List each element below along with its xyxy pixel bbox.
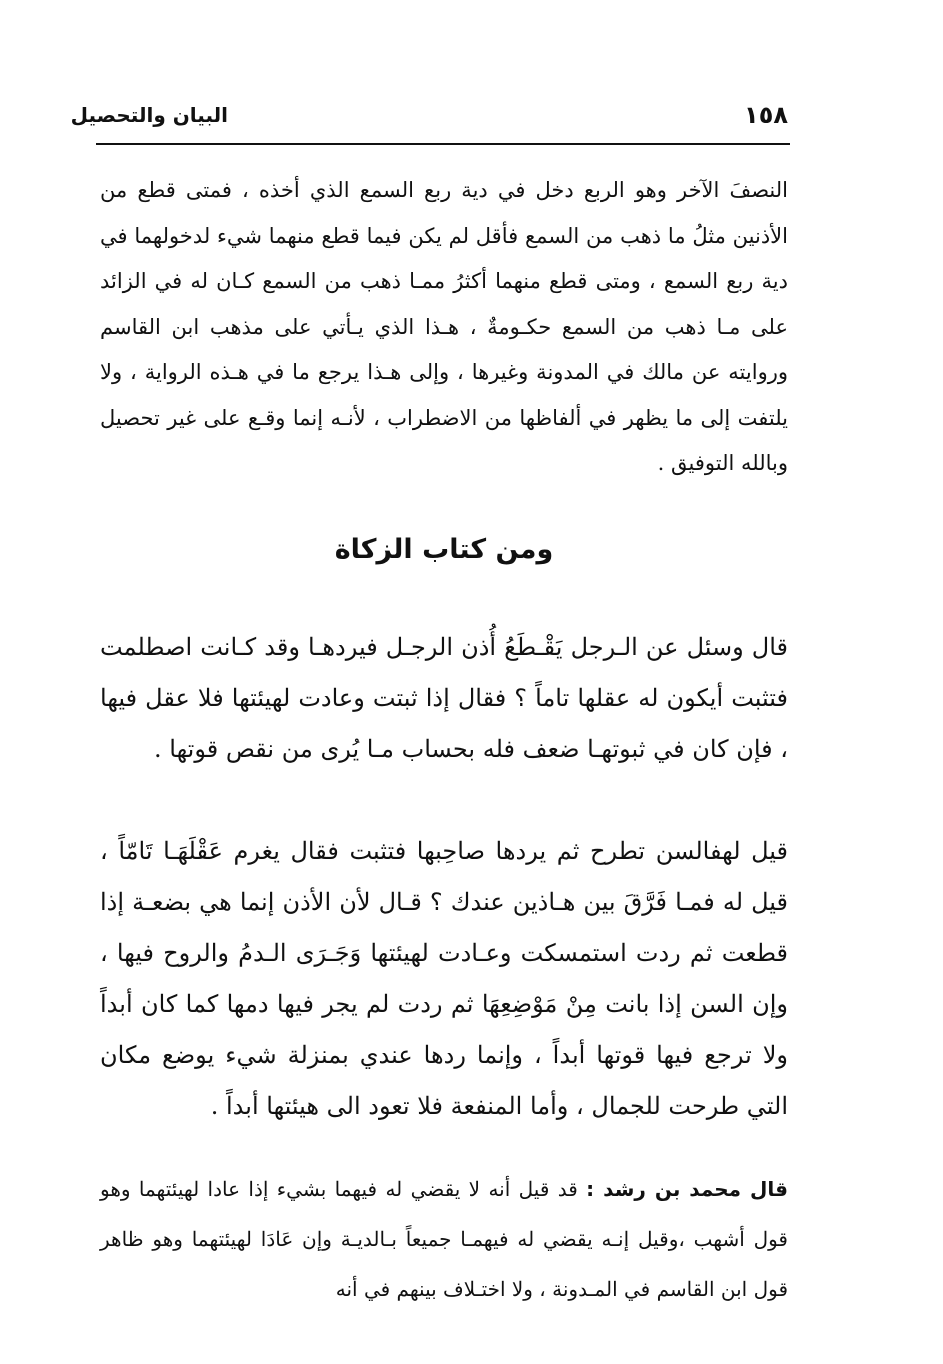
page-number: ١٥٨ [744,101,788,129]
running-title: البيان والتحصيل [70,103,228,127]
paragraph-commentary [100,1164,788,1314]
section-heading: ومن كتاب الزكاة [334,534,554,565]
paragraph-continuation: النصفَ الآخر وهو الربع دخل في دية ربع السمع الذي أخذه ، فمتى قطع من الأذنين مثلُ ما ذهب من السمع فأقل لم يكن فيما قطع منهما شيء لدخولهما في دية ربع السمع ، ومتى قطع منهما أكثرُ ممـا ذهب من السمع كـان له في الزائد على مـا ذهب من السمع حكـومةٌ ، هـذا الذي يـأتي على مذهب ابن القاسم وروايته عن مالك في المدونة وغيرها ، وإلى هـذا يرجع ما في هـذه الرواية ، ولا يلتفت إلى ما يظهر في ألفاظها من الاضطراب ، لأنـه إنما وقـع على غير تحصيل وبالله التوفيق . [100,178,788,475]
header-divider [96,143,790,145]
paragraph-question: قال وسئل عن الـرجل يَقْـطَعُ أُذن الرجـل فيردهـا وقد كـانت اصطلمت فتثبت أيكون له عقلها تاماً ؟ فقال إذا ثبتت وعادت لهيئتها فلا عقل فيها ، فإن كان في ثبوتهـا ضعف فله بحساب مـا يُرى من نقص قوتها . [100,633,788,763]
commentator-name: قال محمد بن رشد : [586,1177,788,1201]
commentary-text: قد قيل أنه لا يقضي له فيهما بشيء إذا عادا لهيئتهما وهو قول أشهب ،وقيل إنـه يقضي له فيهمـا جميعاً بـالديـة وإن عَادَا لهيئتهما وهو ظاهر قول ابن القاسم في المـدونة ، ولا اختـلاف بينهم في أنه [100,1177,788,1301]
page-header [70,98,788,134]
paragraph-follow-up: قيل لهفالسن تطرح ثم يردها صاحِبها فتثبت فقال يغرم عَقْلَهَـا تَامّاً ، قيل له فمـا فَرَّقَ بين هـاذين عندك ؟ قـال لأن الأذن إنما هي بضعـة إذا قطعت ثم ردت استمسكت وعـادت لهيئتها وَجَـرَى الـدمُ والروح فيها ، وإن السن إذا بانت مِنْ مَوْضِعِهَا ثم ردت لم يجر فيها دمها كما كان أبداً ولا ترجع فيها قوتها أبداً ، وإنما ردها عندي بمنزلة شيء يوضع مكان التي طرحت للجمال ، وأما المنفعة فلا تعود الى هيئتها أبداً . [100,837,788,1120]
